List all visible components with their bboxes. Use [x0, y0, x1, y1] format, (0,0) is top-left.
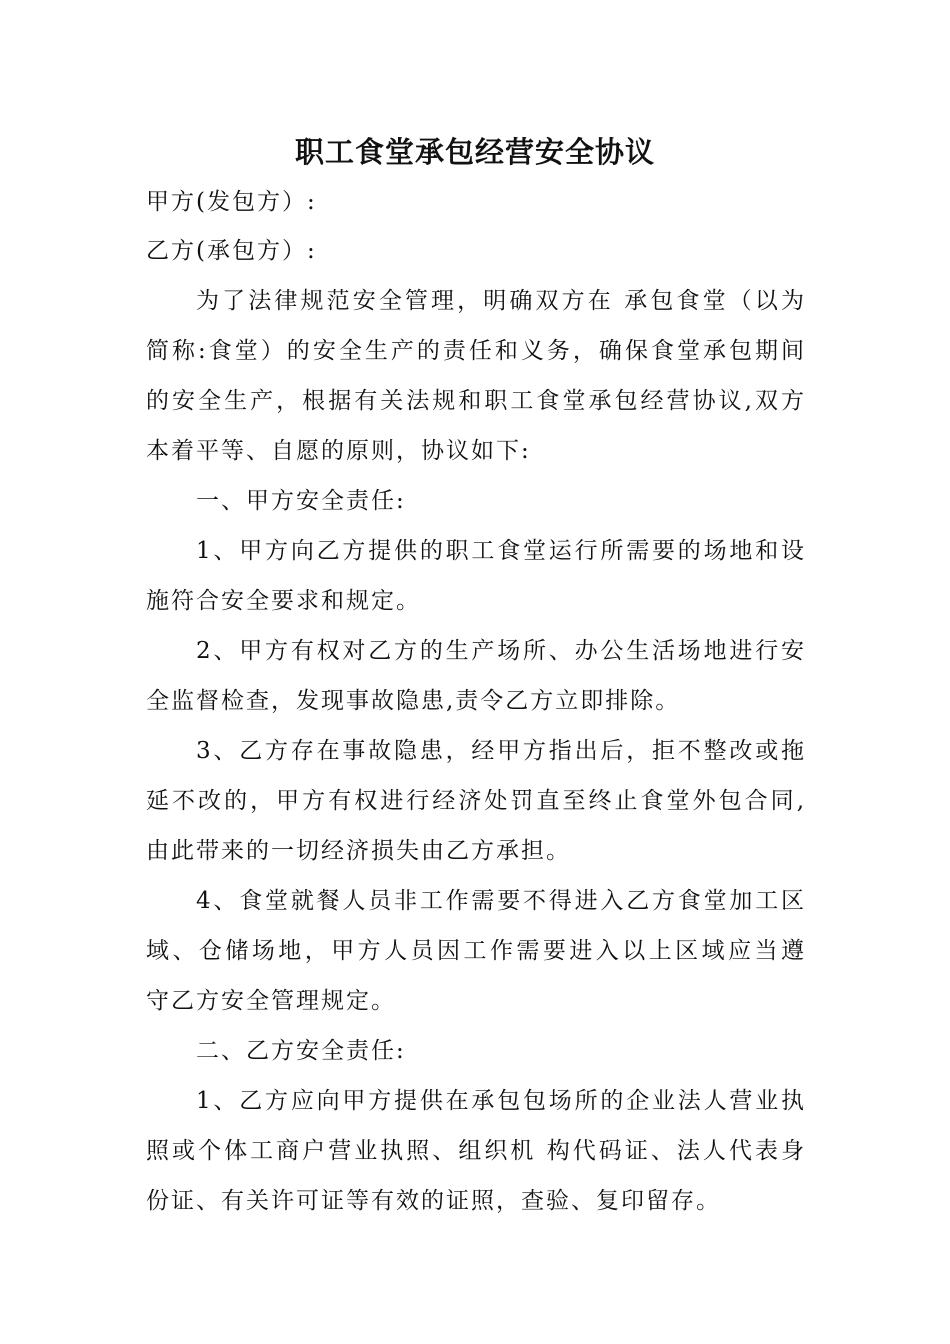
clause-line: 由此带来的一切经济损失由乙方承担。 — [146, 838, 571, 864]
clause-line: 域、仓储场地，甲方人员因工作需要进入以上区域应当遵 — [146, 938, 804, 964]
clause-line: 4、食堂就餐人员非工作需要不得进入乙方食堂加工区 — [196, 888, 804, 914]
party-b-line: 乙方(承包方）: — [146, 238, 317, 264]
paragraph-line: 为了法律规范安全管理，明确双方在 承包食堂（以为 — [196, 288, 804, 314]
section-heading: 一、甲方安全责任: — [196, 488, 406, 514]
clause-line: 3、乙方存在事故隐患，经甲方指出后，拒不整改或拖 — [196, 738, 804, 764]
party-a-line: 甲方(发包方）: — [146, 189, 317, 215]
clause-line: 1、甲方向乙方提供的职工食堂运行所需要的场地和设 — [196, 538, 804, 564]
clause-line: 守乙方安全管理规定。 — [146, 988, 396, 1014]
clause-line: 照或个体工商户营业执照、组织机 构代码证、法人代表身 — [146, 1138, 804, 1164]
document-title: 职工食堂承包经营安全协议 — [294, 135, 655, 169]
clause-line: 全监督检查，发现事故隐患,责令乙方立即排除。 — [146, 688, 681, 714]
section-heading: 二、乙方安全责任: — [196, 1038, 406, 1064]
clause-line: 施符合安全要求和规定。 — [146, 588, 421, 614]
paragraph-line: 本着平等、自愿的原则，协议如下: — [146, 438, 531, 464]
clause-line: 1、乙方应向甲方提供在承包包场所的企业法人营业执 — [196, 1088, 804, 1114]
clause-line: 2、甲方有权对乙方的生产场所、办公生活场地进行安 — [196, 638, 804, 664]
clause-line: 延不改的，甲方有权进行经济处罚直至终止食堂外包合同, — [146, 788, 804, 814]
clause-line: 份证、有关许可证等有效的证照，查验、复印留存。 — [146, 1188, 721, 1214]
paragraph-line: 的安全生产，根据有关法规和职工食堂承包经营协议,双方 — [146, 388, 804, 414]
paragraph-line: 简称:食堂）的安全生产的责任和义务，确保食堂承包期间 — [146, 338, 804, 364]
